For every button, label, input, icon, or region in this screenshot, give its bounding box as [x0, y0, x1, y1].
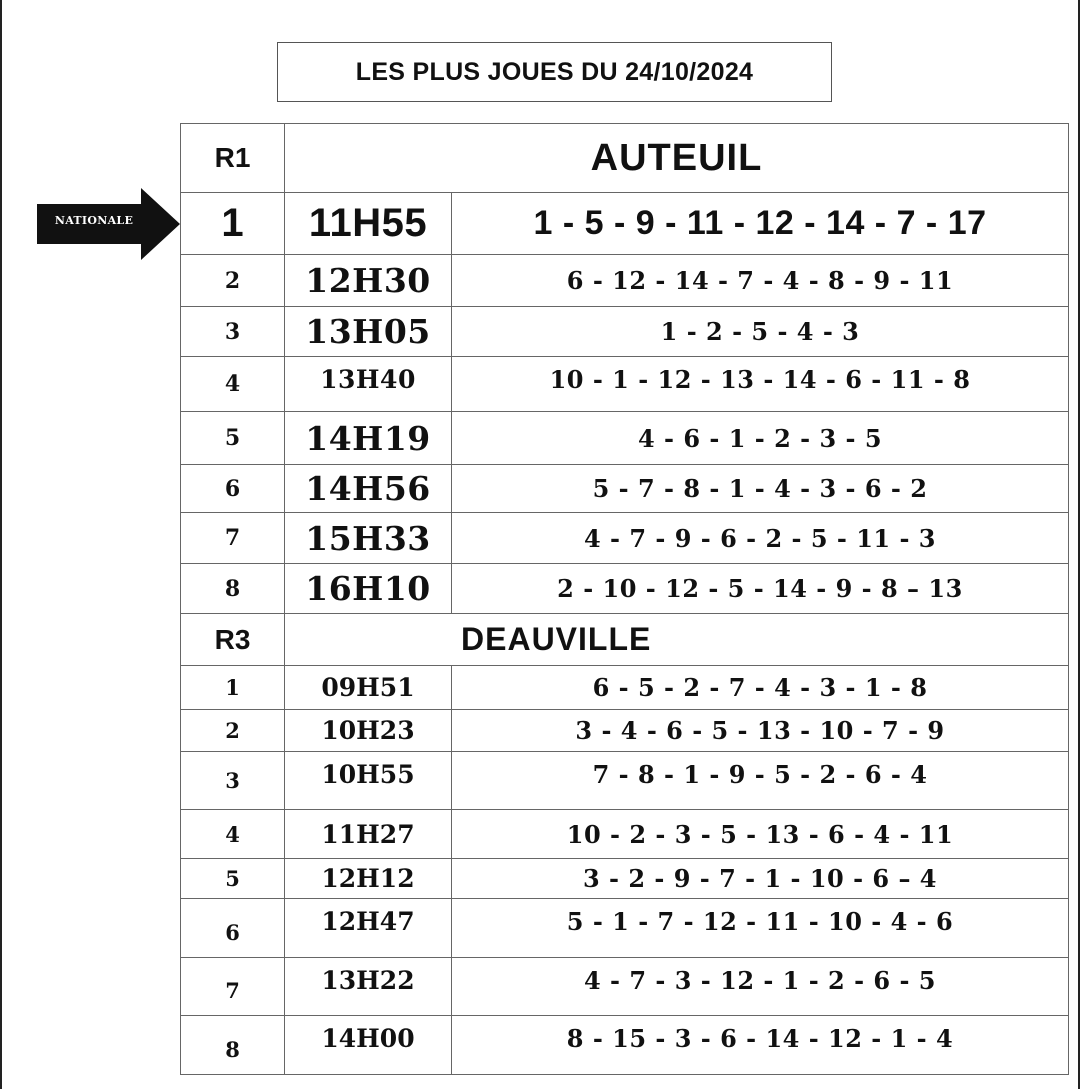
race-picks: 4 - 6 - 1 - 2 - 3 - 5 [452, 412, 1069, 465]
race-row [181, 412, 1069, 465]
venue-name [285, 614, 1069, 666]
race-row [181, 752, 1069, 810]
race-time: 12H30 [285, 255, 452, 307]
race-row [181, 307, 1069, 357]
races-table [180, 123, 1069, 1075]
race-time: 10H55 [285, 752, 452, 810]
race-picks: 2 - 10 - 12 - 5 - 14 - 9 - 8 – 13 [452, 564, 1069, 614]
race-picks: 10 - 1 - 12 - 13 - 14 - 6 - 11 - 8 [452, 357, 1069, 412]
race-picks: 7 - 8 - 1 - 9 - 5 - 2 - 6 - 4 [452, 752, 1069, 810]
race-number: 3 [181, 307, 285, 357]
race-number: 7 [181, 513, 285, 564]
race-time: 10H23 [285, 710, 452, 752]
race-time: 13H22 [285, 958, 452, 1016]
race-number: 1 [181, 193, 285, 255]
venue-name-text: DEAUVILLE [461, 621, 652, 657]
race-time: 11H27 [285, 810, 452, 859]
race-number: 4 [181, 357, 285, 412]
race-row [181, 859, 1069, 899]
race-picks: 10 - 2 - 3 - 5 - 13 - 6 - 4 - 11 [452, 810, 1069, 859]
race-row [181, 899, 1069, 958]
race-picks: 8 - 15 - 3 - 6 - 14 - 12 - 1 - 4 [452, 1016, 1069, 1075]
meeting-header-r1 [181, 124, 1069, 193]
race-number: 2 [181, 710, 285, 752]
race-time: 14H56 [285, 465, 452, 513]
race-picks: 1 - 5 - 9 - 11 - 12 - 14 - 7 - 17 [452, 193, 1069, 255]
nationale-label: NATIONALE [54, 214, 134, 227]
race-time: 16H10 [285, 564, 452, 614]
venue-name: AUTEUIL [285, 124, 1069, 193]
race-picks: 3 - 2 - 9 - 7 - 1 - 10 - 6 – 4 [452, 859, 1069, 899]
race-number: 5 [181, 412, 285, 465]
race-time: 14H19 [285, 412, 452, 465]
race-picks: 6 - 5 - 2 - 7 - 4 - 3 - 1 - 8 [452, 666, 1069, 710]
race-picks: 3 - 4 - 6 - 5 - 13 - 10 - 7 - 9 [452, 710, 1069, 752]
race-picks: 4 - 7 - 3 - 12 - 1 - 2 - 6 - 5 [452, 958, 1069, 1016]
race-row [181, 710, 1069, 752]
race-time: 11H55 [285, 193, 452, 255]
race-number: 8 [181, 1016, 285, 1075]
race-picks: 1 - 2 - 5 - 4 - 3 [452, 307, 1069, 357]
race-number: 6 [181, 465, 285, 513]
race-picks: 5 - 7 - 8 - 1 - 4 - 3 - 6 - 2 [452, 465, 1069, 513]
meeting-header-r3 [181, 614, 1069, 666]
reunion-label: R3 [181, 614, 285, 666]
race-number: 6 [181, 899, 285, 958]
race-row [181, 1016, 1069, 1075]
race-row [181, 958, 1069, 1016]
race-row-featured [181, 193, 1069, 255]
race-row [181, 465, 1069, 513]
race-number: 8 [181, 564, 285, 614]
page-title: LES PLUS JOUES DU 24/10/2024 [277, 42, 832, 102]
race-row [181, 357, 1069, 412]
race-number: 2 [181, 255, 285, 307]
race-number: 7 [181, 958, 285, 1016]
race-row [181, 255, 1069, 307]
page-border-left [0, 0, 2, 1089]
race-time: 12H47 [285, 899, 452, 958]
race-row [181, 810, 1069, 859]
race-time: 09H51 [285, 666, 452, 710]
race-time: 13H40 [285, 357, 452, 412]
race-row [181, 666, 1069, 710]
reunion-label: R1 [181, 124, 285, 193]
race-row [181, 513, 1069, 564]
race-picks: 6 - 12 - 14 - 7 - 4 - 8 - 9 - 11 [452, 255, 1069, 307]
race-number: 3 [181, 752, 285, 810]
race-picks: 4 - 7 - 9 - 6 - 2 - 5 - 11 - 3 [452, 513, 1069, 564]
race-time: 13H05 [285, 307, 452, 357]
race-number: 5 [181, 859, 285, 899]
race-number: 1 [181, 666, 285, 710]
race-time: 14H00 [285, 1016, 452, 1075]
race-row [181, 564, 1069, 614]
race-picks: 5 - 1 - 7 - 12 - 11 - 10 - 4 - 6 [452, 899, 1069, 958]
race-number: 4 [181, 810, 285, 859]
race-time: 15H33 [285, 513, 452, 564]
race-time: 12H12 [285, 859, 452, 899]
